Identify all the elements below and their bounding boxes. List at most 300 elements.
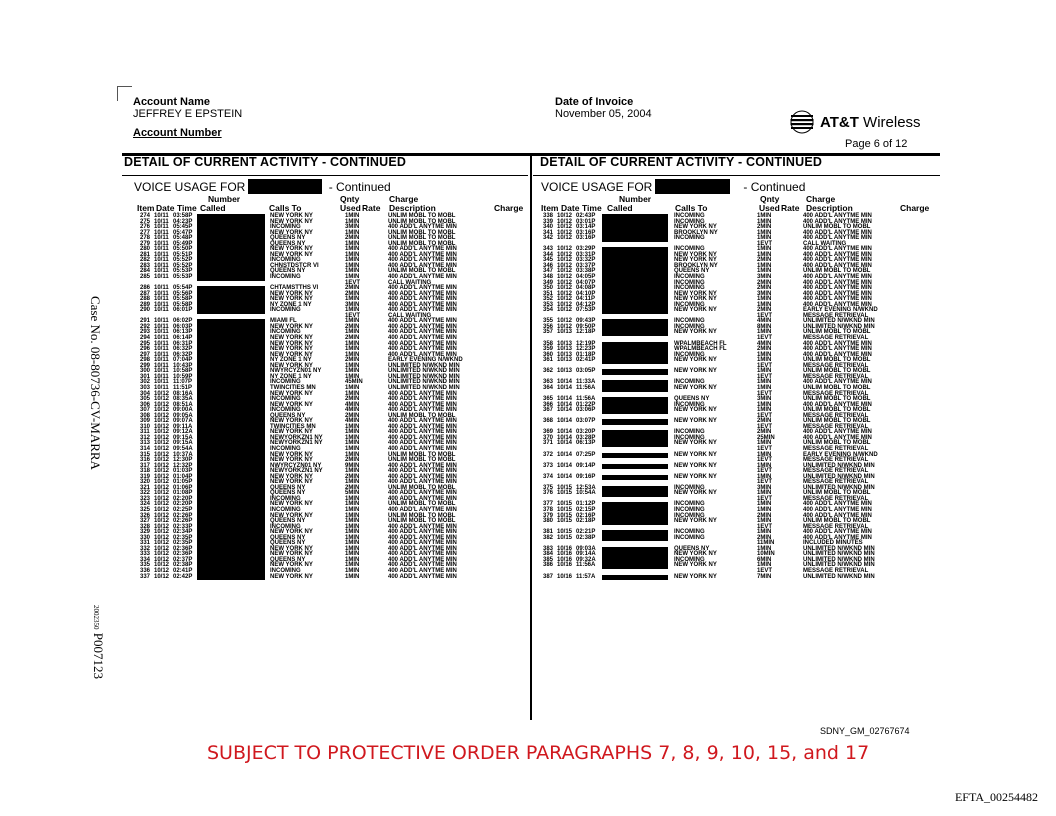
cell-qnty: 2MIN: [345, 285, 360, 292]
cell-calls-to: NEW YORK NY: [270, 457, 313, 464]
cell-item: 283: [140, 262, 151, 269]
cell-description: UNLIM MOBL TO MOBL: [803, 396, 871, 403]
cell-calls-to: INCOMING: [674, 323, 705, 330]
cell-qnty: 1EVT: [757, 240, 773, 247]
voice-usage-suffix-right: - Continued: [743, 180, 806, 194]
cell-calls-to: NEW YORK NY: [674, 518, 717, 525]
cell-date: 10/11: [154, 218, 169, 225]
col-called: Called: [607, 203, 633, 213]
cell-item: 292: [140, 323, 151, 330]
cell-qnty: 1MIN: [757, 451, 772, 458]
cell-time: 02:43P: [576, 213, 596, 219]
cell-item: 322: [140, 490, 151, 497]
cell-qnty: 4MIN: [757, 340, 772, 347]
cell-description: 400 ADD'L ANYTME MIN: [388, 423, 457, 430]
cell-date: 10/11: [154, 268, 169, 275]
cell-qnty: 25MIN: [757, 434, 775, 441]
cell-description: CALL WAITING: [803, 240, 847, 247]
cell-date: 10/13: [557, 368, 573, 375]
cell-description: UNLIM MOBL TO MOBL: [803, 407, 871, 414]
cell-description: 400 ADD'L ANYTME MIN: [388, 462, 457, 469]
cell-qnty: 1EVT: [345, 312, 361, 319]
cell-description: 400 ADD'L ANYTME MIN: [388, 540, 457, 547]
cell-time: 12:32P: [173, 462, 193, 469]
cell-calls-to: NY ZONE 1 NY: [270, 301, 312, 308]
cell-date: 10/13: [557, 351, 573, 358]
cell-calls-to: NEW YORK NY: [270, 551, 313, 558]
cell-qnty: 1MIN: [345, 423, 360, 430]
cell-time: 05:58P: [173, 296, 193, 303]
cell-calls-to: INCOMING: [674, 279, 705, 286]
cell-time: 11:57A: [576, 573, 596, 580]
cell-time: 07:53P: [576, 307, 596, 314]
section-title-right: DETAIL OF CURRENT ACTIVITY - CONTINUED: [540, 155, 823, 169]
cell-description: UNLIM MOBL TO MOBL: [388, 457, 456, 464]
cell-qnty: 1MIN: [345, 551, 360, 558]
bates-number: P007123: [91, 632, 106, 679]
cell-calls-to: NEW YORK NY: [270, 251, 313, 258]
cell-time: 12:30P: [173, 457, 193, 464]
cell-calls-to: NEW YORK NY: [270, 246, 313, 253]
cell-date: 10/12: [154, 568, 170, 574]
cell-calls-to: NEW YORK NY: [270, 340, 313, 347]
cell-time: 02:25P: [173, 506, 193, 513]
cell-qnty: 1MIN: [757, 501, 772, 508]
cell-qnty: 2MIN: [757, 346, 772, 353]
cell-time: 02:35P: [173, 534, 193, 541]
cell-description: 400 ADD'L ANYTME MIN: [388, 440, 457, 447]
cell-calls-to: CHNSTDSTCR VI: [270, 262, 319, 269]
cell-time: 10:58P: [173, 368, 193, 375]
cell-date: 10/14: [557, 440, 573, 447]
cell-item: 316: [140, 457, 151, 464]
cell-description: 400 ADD'L ANYTME MIN: [803, 351, 872, 358]
col-calls-to: Calls To: [269, 203, 302, 213]
cell-calls-to: MIAMI FL: [270, 318, 297, 325]
cell-date: 10/11: [154, 235, 169, 242]
att-wireless-logo: [790, 110, 921, 134]
cell-item: 284: [140, 268, 151, 275]
cell-date: 10/12: [557, 213, 573, 219]
cell-time: 05:47P: [173, 229, 193, 236]
cell-item: 281: [140, 251, 151, 258]
cell-description: MESSAGE RETRIEVAL: [803, 373, 869, 380]
cell-date: 10/14: [557, 407, 573, 414]
cell-item: 311: [140, 429, 150, 436]
cell-qnty: 1MIN: [757, 329, 772, 336]
cell-description: MESSAGE RETRIEVAL: [803, 457, 869, 464]
cell-date: 10/12: [557, 246, 573, 253]
cell-time: 06:03P: [173, 323, 193, 330]
redacted-block: [655, 179, 730, 194]
cell-description: UNLIMITED N/WKND MIN: [803, 545, 875, 552]
cell-date: 10/12: [154, 451, 170, 458]
cell-date: 10/16: [557, 551, 573, 558]
cell-time: 02:18P: [576, 518, 596, 525]
cell-description: 400 ADD'L ANYTME MIN: [388, 495, 457, 502]
cell-description: 400 ADD'L ANYTME MIN: [803, 213, 872, 219]
cell-description: 400 ADD'L ANYTME MIN: [388, 296, 457, 303]
cell-description: UNLIMITED N/WKND MIN: [388, 362, 460, 369]
cell-calls-to: NEW YORK NY: [270, 473, 313, 480]
cell-item: 365: [543, 396, 554, 403]
cell-item: 344: [543, 251, 554, 258]
cell-item: 360: [543, 351, 554, 358]
cell-calls-to: NEW YORK NY: [270, 323, 313, 330]
cell-qnty: 1MIN: [345, 213, 360, 219]
col-rate: Rate: [781, 203, 800, 213]
col-rate: Rate: [362, 203, 381, 213]
cell-date: 10/11: [154, 318, 169, 325]
table-row: [136, 575, 528, 581]
cell-time: 02:42P: [173, 573, 193, 580]
cell-time: 02:38P: [173, 562, 193, 569]
cell-calls-to: BROOKLYN NY: [674, 229, 718, 236]
cell-item: 275: [140, 218, 151, 225]
cell-description: 400 ADD'L ANYTME MIN: [803, 429, 872, 436]
cell-item: 293: [140, 329, 151, 336]
cell-date: 10/12: [557, 235, 573, 242]
cell-description: UNLIMITED N/WKND MIN: [803, 551, 875, 558]
cell-item: 312: [140, 434, 151, 441]
col-charge-top: Charge: [806, 194, 836, 204]
cell-date: 10/12: [557, 301, 573, 308]
cell-item: 334: [140, 556, 151, 563]
cell-date: 10/11: [154, 262, 169, 269]
cell-calls-to: INCOMING: [270, 224, 301, 231]
cell-qnty: 1MIN: [345, 573, 360, 580]
redacted-number: [602, 575, 668, 581]
cell-date: 10/14: [557, 451, 573, 458]
cell-description: UNLIMITED N/WKND MIN: [803, 556, 875, 563]
cell-calls-to: NEW YORK NY: [270, 529, 313, 536]
cell-item: 315: [140, 451, 151, 458]
col-description: Description: [389, 203, 436, 213]
col-charge: Charge: [494, 203, 524, 213]
cell-qnty: 2MIN: [345, 290, 360, 297]
cell-calls-to: QUEENS NY: [270, 490, 306, 497]
cell-description: 400 ADD'L ANYTME MIN: [388, 290, 457, 297]
cell-date: 10/15: [557, 534, 573, 541]
cell-description: 400 ADD'L ANYTME MIN: [803, 379, 872, 386]
call-table-right: [539, 214, 939, 580]
cell-description: 400 ADD'L ANYTME MIN: [388, 473, 457, 480]
section-title-left: DETAIL OF CURRENT ACTIVITY - CONTINUED: [124, 155, 407, 169]
cell-time: 08:16A: [173, 390, 193, 397]
cell-calls-to: INCOMING: [674, 218, 705, 225]
cell-qnty: 1MIN: [345, 329, 360, 336]
cell-time: 01:05P: [173, 479, 193, 486]
cell-date: 10/12: [154, 423, 170, 430]
cell-date: 10/12: [154, 556, 170, 563]
cell-qnty: 1MIN: [345, 346, 360, 353]
cell-time: 05:51P: [173, 251, 193, 258]
cell-item: 305: [140, 396, 151, 403]
cell-time: 10:59P: [173, 373, 193, 380]
cell-item: 350: [543, 285, 554, 292]
cell-time: 10:37A: [173, 451, 193, 458]
cell-calls-to: NEW YORK NY: [270, 390, 313, 397]
cell-qnty: 4MIN: [345, 407, 360, 414]
cell-description: MESSAGE RETRIEVAL: [803, 423, 869, 430]
cell-item: 364: [543, 384, 554, 391]
cell-calls-to: INCOMING: [674, 484, 705, 491]
cell-calls-to: NEW YORK NY: [270, 451, 313, 458]
cell-time: 04:11P: [576, 296, 596, 303]
cell-qnty: 1EVT: [757, 390, 773, 397]
cell-calls-to: NEW YORK NY: [674, 368, 717, 375]
cell-description: UNLIMITED N/WKND MIN: [388, 368, 460, 375]
cell-calls-to: BROOKLYN NY: [674, 262, 718, 269]
cell-qnty: 1MIN: [345, 495, 360, 502]
cell-calls-to: NEW YORK NY: [270, 351, 313, 358]
cell-qnty: 1MIN: [345, 296, 360, 303]
cell-qnty: 1MIN: [345, 257, 360, 264]
cell-date: 10/12: [557, 318, 573, 325]
cell-description: 400 ADD'L ANYTME MIN: [388, 434, 457, 441]
cell-time: 05:53P: [173, 268, 193, 275]
cell-item: 307: [140, 407, 151, 414]
cell-date: 10/11: [154, 335, 169, 342]
cell-description: 400 ADD'L ANYTME MIN: [803, 296, 872, 303]
cell-calls-to: INCOMING: [270, 329, 301, 336]
cell-description: MESSAGE RETRIEVAL: [803, 390, 869, 397]
cell-calls-to: INCOMING: [674, 246, 705, 253]
cell-item: 335: [140, 562, 151, 569]
cell-calls-to: NEW YORK NY: [270, 229, 313, 236]
cell-date: 10/16: [557, 562, 573, 569]
cell-description: 400 ADD'L ANYTME MIN: [803, 401, 872, 408]
cell-qnty: 1MIN: [757, 545, 772, 552]
cell-time: 06:32P: [173, 346, 193, 353]
cell-time: 08:35A: [173, 396, 193, 403]
cell-calls-to: INCOMING: [674, 429, 705, 436]
cell-item: 331: [140, 540, 151, 547]
cell-time: 09:00A: [173, 407, 193, 414]
cell-calls-to: INCOMING: [674, 434, 705, 441]
cell-qnty: 2MIN: [757, 285, 772, 292]
cell-date: 10/11: [154, 290, 169, 297]
cell-calls-to: INCOMING: [674, 506, 705, 513]
cell-qnty: 1EVT: [757, 312, 773, 319]
cell-date: 10/12: [557, 296, 573, 303]
cell-qnty: 1MIN: [345, 451, 360, 458]
cell-item: 376: [543, 490, 554, 497]
cell-calls-to: INCOMING: [270, 257, 301, 264]
cell-description: MESSAGE RETRIEVAL: [803, 495, 869, 502]
cell-description: 400 ADD'L ANYTME MIN: [388, 556, 457, 563]
cell-date: 10/12: [557, 279, 573, 286]
cell-calls-to: NEW YORK NY: [674, 407, 717, 414]
cell-description: MESSAGE RETRIEVAL: [803, 468, 869, 475]
cell-date: 10/11: [154, 384, 169, 391]
cell-qnty: 1MIN: [345, 390, 360, 397]
cell-item: 314: [140, 445, 151, 452]
cell-date: 10/14: [557, 379, 573, 386]
cell-item: 289: [140, 301, 151, 308]
cell-qnty: 1MIN: [757, 473, 772, 480]
col-number-top: Number: [619, 194, 652, 204]
cell-item: 361: [543, 357, 554, 364]
cell-calls-to: NEW YORK NY: [270, 346, 313, 353]
cell-qnty: 1MIN: [757, 351, 772, 358]
cell-time: 09:14A: [576, 551, 596, 558]
cell-qnty: 2MIN: [757, 512, 772, 519]
cell-time: 03:20P: [576, 429, 596, 436]
cell-item: 341: [543, 229, 554, 236]
cell-item: 332: [140, 545, 151, 552]
account-name-label: Account Name: [133, 96, 211, 108]
col-used: Used: [340, 203, 361, 213]
cell-calls-to: QUEENS NY: [270, 534, 306, 541]
cell-time: 02:33P: [173, 523, 193, 530]
cell-time: 03:14P: [576, 224, 596, 231]
cell-description: 400 ADD'L ANYTME MIN: [388, 396, 457, 403]
cell-time: 01:08P: [173, 490, 193, 497]
cell-qnty: 1MIN: [345, 534, 360, 541]
cell-time: 09:05A: [173, 412, 193, 419]
cell-date: 10/12: [154, 518, 170, 525]
cell-date: 10/12: [557, 307, 573, 314]
cell-date: 10/12: [154, 512, 170, 519]
sdny-id: SDNY_GM_02767674: [820, 726, 910, 736]
cell-qnty: 1MIN: [345, 479, 360, 486]
cell-time: 02:36P: [173, 545, 193, 552]
cell-calls-to: NEW YORK NY: [674, 296, 717, 303]
cell-calls-to: NEW YORK NY: [270, 418, 313, 425]
cell-qnty: 1MIN: [345, 545, 360, 552]
cell-description: 400 ADD'L ANYTME MIN: [388, 523, 457, 530]
cell-item: 327: [140, 518, 151, 525]
cell-date: 10/15: [557, 484, 573, 491]
cell-time: 09:16P: [576, 473, 596, 480]
cell-date: 10/11: [154, 301, 169, 308]
cell-time: 02:34P: [173, 529, 193, 536]
cell-time: 09:43P: [576, 318, 596, 325]
cell-time: 11:56A: [576, 562, 596, 569]
cell-date: 10/11: [154, 251, 169, 258]
col-calls-to: Calls To: [675, 203, 708, 213]
cell-calls-to: NEW YORK NY: [674, 418, 717, 425]
cell-description: 400 ADD'L ANYTME MIN: [388, 318, 457, 325]
cell-item: 296: [140, 346, 151, 353]
cell-time: 01:18P: [576, 351, 596, 358]
cell-date: 10/12: [154, 551, 170, 558]
cell-description: EARLY EVENING N/WKND: [803, 307, 878, 314]
cell-description: UNLIMITED N/WKND MIN: [803, 473, 875, 480]
cell-time: 06:14P: [173, 335, 193, 342]
cell-item: 290: [140, 307, 151, 314]
cell-description: 400 ADD'L ANYTME MIN: [803, 246, 872, 253]
cell-description: 400 ADD'L ANYTME MIN: [388, 429, 457, 436]
cell-description: 400 ADD'L ANYTME MIN: [388, 562, 457, 569]
cell-time: 08:51A: [173, 401, 193, 408]
cell-time: 09:15A: [173, 434, 193, 441]
cell-item: 384: [543, 551, 554, 558]
col-called: Called: [200, 203, 226, 213]
cell-item: 294: [140, 335, 151, 342]
cell-qnty: 1MIN: [345, 468, 360, 475]
cell-time: 05:56P: [173, 290, 193, 297]
cell-time: 11:56A: [576, 396, 596, 403]
cell-item: 362: [543, 368, 554, 375]
cell-description: 400 ADD'L ANYTME MIN: [803, 274, 872, 281]
cell-time: 03:38P: [576, 268, 596, 275]
cell-date: 10/11: [154, 357, 169, 364]
cell-time: 06:13P: [576, 440, 596, 447]
voice-usage-prefix-right: VOICE USAGE FOR: [541, 180, 653, 194]
cell-time: 04:23P: [173, 218, 193, 225]
cell-time: 04:10P: [576, 290, 596, 297]
cell-date: 10/12: [154, 457, 170, 464]
cell-item: 363: [543, 379, 554, 386]
cell-calls-to: NY ZONE 1 NY: [270, 373, 312, 380]
cell-calls-to: NEW YORK NY: [270, 512, 313, 519]
cell-date: 10/11: [154, 346, 169, 353]
cell-time: 09:07A: [173, 418, 193, 425]
cell-item: 326: [140, 512, 151, 519]
cell-item: 308: [140, 412, 151, 419]
logo-brand-text: AT&T: [820, 113, 859, 131]
invoice-date-label: Date of Invoice: [555, 96, 634, 108]
cell-time: 06:13P: [173, 329, 193, 336]
bates-stamp: [90, 605, 106, 679]
cell-date: 10/14: [557, 396, 573, 403]
col-number-top: Number: [208, 194, 241, 204]
section-underline-left: [122, 175, 528, 176]
cell-description: MESSAGE RETRIEVAL: [803, 335, 869, 342]
cell-date: 10/12: [154, 573, 170, 580]
cell-qnty: 1MIN: [345, 556, 360, 563]
cell-calls-to: INCOMING: [674, 512, 705, 519]
cell-item: 279: [140, 240, 151, 247]
cell-calls-to: INCOMING: [674, 501, 705, 508]
cell-item: 367: [543, 407, 554, 414]
cell-time: 11:51P: [173, 384, 193, 391]
cell-time: 02:26P: [173, 512, 193, 519]
cell-description: 400 ADD'L ANYTME MIN: [388, 573, 457, 580]
col-charge-top: Charge: [389, 194, 419, 204]
cell-item: 274: [140, 213, 151, 219]
cell-time: 09:50P: [576, 323, 596, 330]
cell-date: 10/12: [557, 262, 573, 269]
cell-calls-to: NEW YORK NY: [270, 479, 313, 486]
cell-description: 400 ADD'L ANYTME MIN: [388, 390, 457, 397]
cell-description: 400 ADD'L ANYTME MIN: [388, 468, 457, 475]
cell-qnty: 2MIN: [345, 484, 360, 491]
voice-usage-label-right: [541, 179, 805, 194]
cell-item: 349: [543, 279, 554, 286]
cell-qnty: 1EVT: [757, 457, 773, 464]
cell-qnty: 2MIN: [345, 323, 360, 330]
cell-time: 03:32P: [576, 257, 596, 264]
cell-qnty: 2MIN: [345, 457, 360, 464]
cell-description: 400 ADD'L ANYTME MIN: [388, 301, 457, 308]
cell-qnty: 1MIN: [345, 434, 360, 441]
cell-date: 10/11: [154, 296, 169, 303]
cell-date: 10/11: [154, 240, 169, 247]
cell-date: 10/12: [154, 445, 170, 452]
cell-item: 356: [543, 323, 554, 330]
cell-qnty: 1MIN: [345, 340, 360, 347]
cell-calls-to: INCOMING: [270, 523, 301, 530]
col-description: Description: [806, 203, 853, 213]
cell-date: 10/12: [154, 501, 170, 508]
cell-item: 302: [140, 379, 151, 386]
cell-description: UNLIMITED N/WKND MIN: [803, 462, 875, 469]
cell-date: 10/11: [154, 362, 169, 369]
cell-description: UNLIM MOBL TO MOBL: [803, 518, 871, 525]
